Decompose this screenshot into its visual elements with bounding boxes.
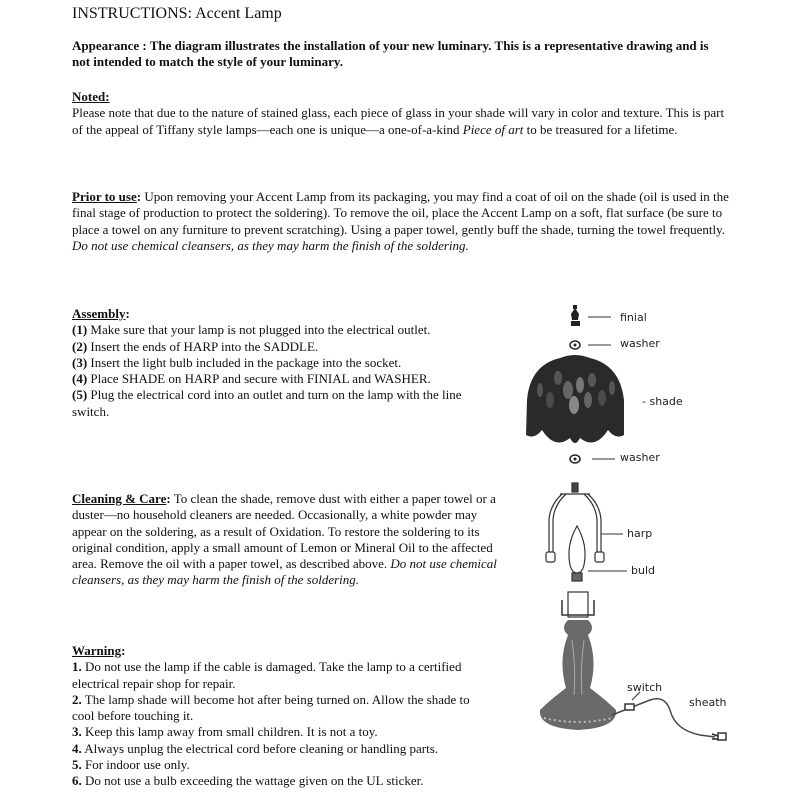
lamp-illustration-icon [500, 290, 800, 800]
step-number: (3) [72, 354, 88, 370]
washer-bottom-icon [570, 455, 580, 463]
washer-top-icon [570, 341, 580, 349]
warning-item [72, 724, 492, 740]
prior-heading: Prior to use [72, 189, 137, 204]
harp-label: harp [627, 527, 653, 540]
item-text: For indoor use only. [81, 757, 190, 773]
assembly-step [72, 355, 492, 371]
item-number: 3. [72, 724, 82, 740]
appearance-heading: Appearance : [72, 38, 147, 53]
step-number: (2) [72, 338, 88, 354]
assembly-heading: Assembly [72, 306, 126, 321]
harp-icon [546, 483, 604, 562]
noted-tail: to be treasured for a lifetime. [523, 121, 678, 137]
assembly-steps [72, 322, 492, 420]
warning-item [72, 757, 492, 773]
item-text: The lamp shade will become hot after being turned on. Allow the shade to cool before touching it. [72, 691, 470, 724]
lamp-diagram [500, 290, 800, 800]
prior-text: Upon removing your Accent Lamp from its packaging, you may find a coat of oil on the shade (oil is used in the final stage of production to protect the soldering). To remove the oil, place the Accent Lamp on a soft, flat surface (be sure to place a towel on any furniture to prevent scratching). Using a paper towel, gently buff the shade, turning the towel frequently. [72, 189, 729, 237]
warning-list [72, 659, 492, 789]
prior-section [72, 189, 737, 254]
assembly-section [72, 306, 492, 420]
finial-label: finial [620, 311, 647, 324]
lamp-base-icon [540, 592, 616, 730]
item-text: Do not use a bulb exceeding the wattage given on the UL sticker. [81, 773, 424, 789]
step-text: Insert the ends of HARP into the SADDLE. [87, 338, 319, 354]
step-number: (4) [72, 371, 88, 387]
cleaning-colon: : [166, 491, 171, 506]
page-title: INSTRUCTIONS: Accent Lamp [72, 5, 282, 22]
warning-heading: Warning [72, 643, 122, 658]
warning-section [72, 643, 492, 790]
cleaning-section [72, 491, 502, 589]
appearance-text: The diagram illustrates the installation of your new luminary. This is a representative drawing and is not intended to match the style of your luminary. [72, 38, 709, 70]
item-number: 6. [72, 773, 82, 789]
noted-italic: Piece of art [462, 121, 524, 137]
appearance-section [72, 38, 712, 71]
assembly-step [72, 387, 492, 420]
shade-label: - shade [642, 395, 683, 408]
washer-bottom-label: washer [620, 451, 660, 464]
prior-italic: Do not use chemical cleansers, as they may harm the finish of the soldering. [72, 237, 469, 253]
noted-section [72, 89, 732, 138]
warning-colon: : [121, 643, 126, 658]
step-text: Place SHADE on HARP and secure with FINIAL and WASHER. [87, 371, 431, 387]
finial-icon [571, 305, 580, 326]
shade-icon [526, 355, 624, 443]
step-text: Make sure that your lamp is not plugged into the electrical outlet. [87, 322, 431, 338]
warning-item [72, 692, 492, 725]
noted-heading: Noted: [72, 89, 110, 104]
step-text: Insert the light bulb included in the package into the socket. [87, 354, 402, 370]
item-number: 5. [72, 757, 82, 773]
washer-top-label: washer [620, 337, 660, 350]
sheath-label: sheath [689, 696, 727, 709]
prior-colon: : [136, 189, 142, 204]
item-number: 1. [72, 659, 82, 675]
noted-text: Please note that due to the nature of stained glass, each piece of glass in your shade will vary in color and texture. This is part of the appeal of Tiffany style lamps—each one is unique—a one-of-a-kind [72, 105, 725, 137]
bulb-icon [569, 526, 585, 581]
cleaning-heading: Cleaning & Care [72, 491, 167, 506]
item-number: 2. [72, 691, 82, 707]
step-text: Plug the electrical cord into an outlet and turn on the lamp with the line switch. [72, 387, 462, 419]
item-text: Do not use the lamp if the cable is damaged. Take the lamp to a certified electrical repair shop for repair. [72, 659, 462, 691]
assembly-colon: : [125, 306, 130, 321]
warning-item [72, 659, 492, 692]
assembly-step [72, 322, 492, 338]
warning-item [72, 773, 492, 789]
item-text: Keep this lamp away from small children. It is not a toy. [81, 724, 378, 740]
item-text: Always unplug the electrical cord before cleaning or handling parts. [81, 740, 439, 756]
cleaning-text: To clean the shade, remove dust with either a paper towel or a duster—no household cleaners are needed. Occasionally, a white powder may appear on the soldering, as a result of Oxidation. To restore the soldering to its original condition, apply a small amount of Lemon or Mineral Oil to the affected area. Remove the oil with a paper towel, as described above. [72, 491, 496, 572]
assembly-step [72, 371, 492, 387]
assembly-step [72, 339, 492, 355]
warning-item [72, 741, 492, 757]
step-number: (5) [72, 387, 88, 403]
item-number: 4. [72, 740, 82, 756]
switch-label: switch [627, 681, 663, 694]
bulb-label: buld [631, 564, 655, 577]
step-number: (1) [72, 322, 88, 338]
cleaning-italic: Do not use chemical cleansers, as they may harm the finish of the soldering. [72, 556, 497, 588]
